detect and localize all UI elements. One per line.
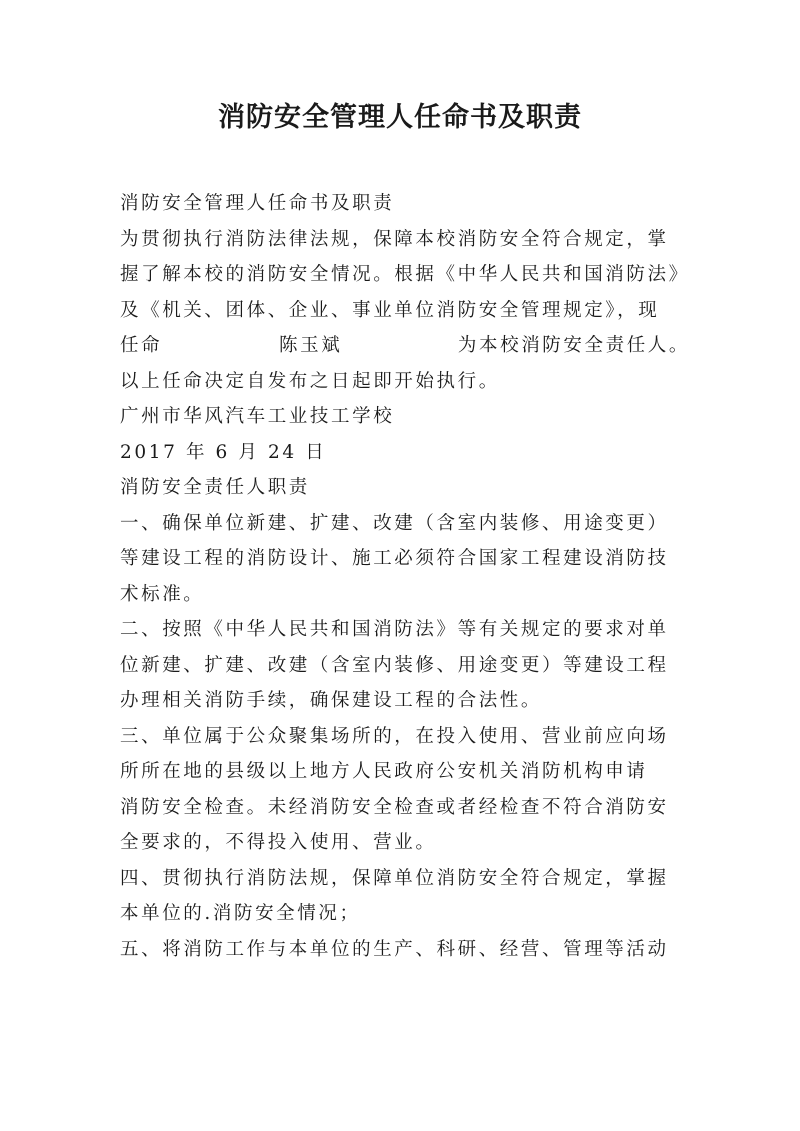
text-line: 握了解本校的消防安全情况。根据《中华人民共和国消防法》 <box>120 264 690 285</box>
duty-line: 二、按照《中华人民共和国消防法》等有关规定的要求对单 <box>120 619 669 640</box>
appointment-row <box>120 328 690 364</box>
duties-heading: 消防安全责任人职责 <box>120 477 310 498</box>
duty-line: 办理相关消防手续，确保建设工程的合法性。 <box>120 690 543 711</box>
duty-line: 消防安全检查。未经消防安全检查或者经检查不符合消防安 <box>120 796 669 818</box>
duty-line: 四、贯彻执行消防法规，保障单位消防安全符合规定，掌握 <box>120 867 669 889</box>
appointment-heading: 消防安全管理人任命书及职责 <box>120 193 395 214</box>
duty-line: 本单位的.消防安全情况； <box>120 903 361 924</box>
page-title: 消防安全管理人任命书及职责 <box>218 102 582 133</box>
duty-line: 五、将消防工作与本单位的生产、科研、经营、管理等活动 <box>120 938 669 960</box>
appointee-name: 陈玉斌 <box>279 335 343 356</box>
appoint-suffix: 为本校消防安全责任人。 <box>457 335 690 356</box>
duty-line: 术标准。 <box>120 583 205 605</box>
duty-line: 全要求的，不得投入使用、营业。 <box>120 832 437 853</box>
document-body <box>120 186 690 967</box>
duty-line: 等建设工程的消防设计、施工必须符合国家工程建设消防技 <box>120 548 669 569</box>
duty-line: 所所在地的县级以上地方人民政府公安机关消防机构申请 <box>120 761 648 782</box>
duty-line: 位新建、扩建、改建（含室内装修、用途变更）等建设工程 <box>120 654 669 676</box>
school-name: 广州市华风汽车工业技工学校 <box>120 406 395 427</box>
text-line: 及《机关、团体、企业、事业单位消防安全管理规定》，现 <box>120 299 660 321</box>
duty-line: 一、确保单位新建、扩建、改建（含室内装修、用途变更） <box>120 512 669 534</box>
duty-line: 三、单位属于公众聚集场所的，在投入使用、营业前应向场 <box>120 725 669 747</box>
text-line: 为贯彻执行消防法律法规，保障本校消防安全符合规定，掌 <box>120 228 669 250</box>
issue-date: 2017 年 6 月 24 日 <box>120 441 327 463</box>
effective-line: 以上任命决定自发布之日起即开始执行。 <box>120 370 500 392</box>
appoint-prefix: 任命 <box>120 335 163 356</box>
